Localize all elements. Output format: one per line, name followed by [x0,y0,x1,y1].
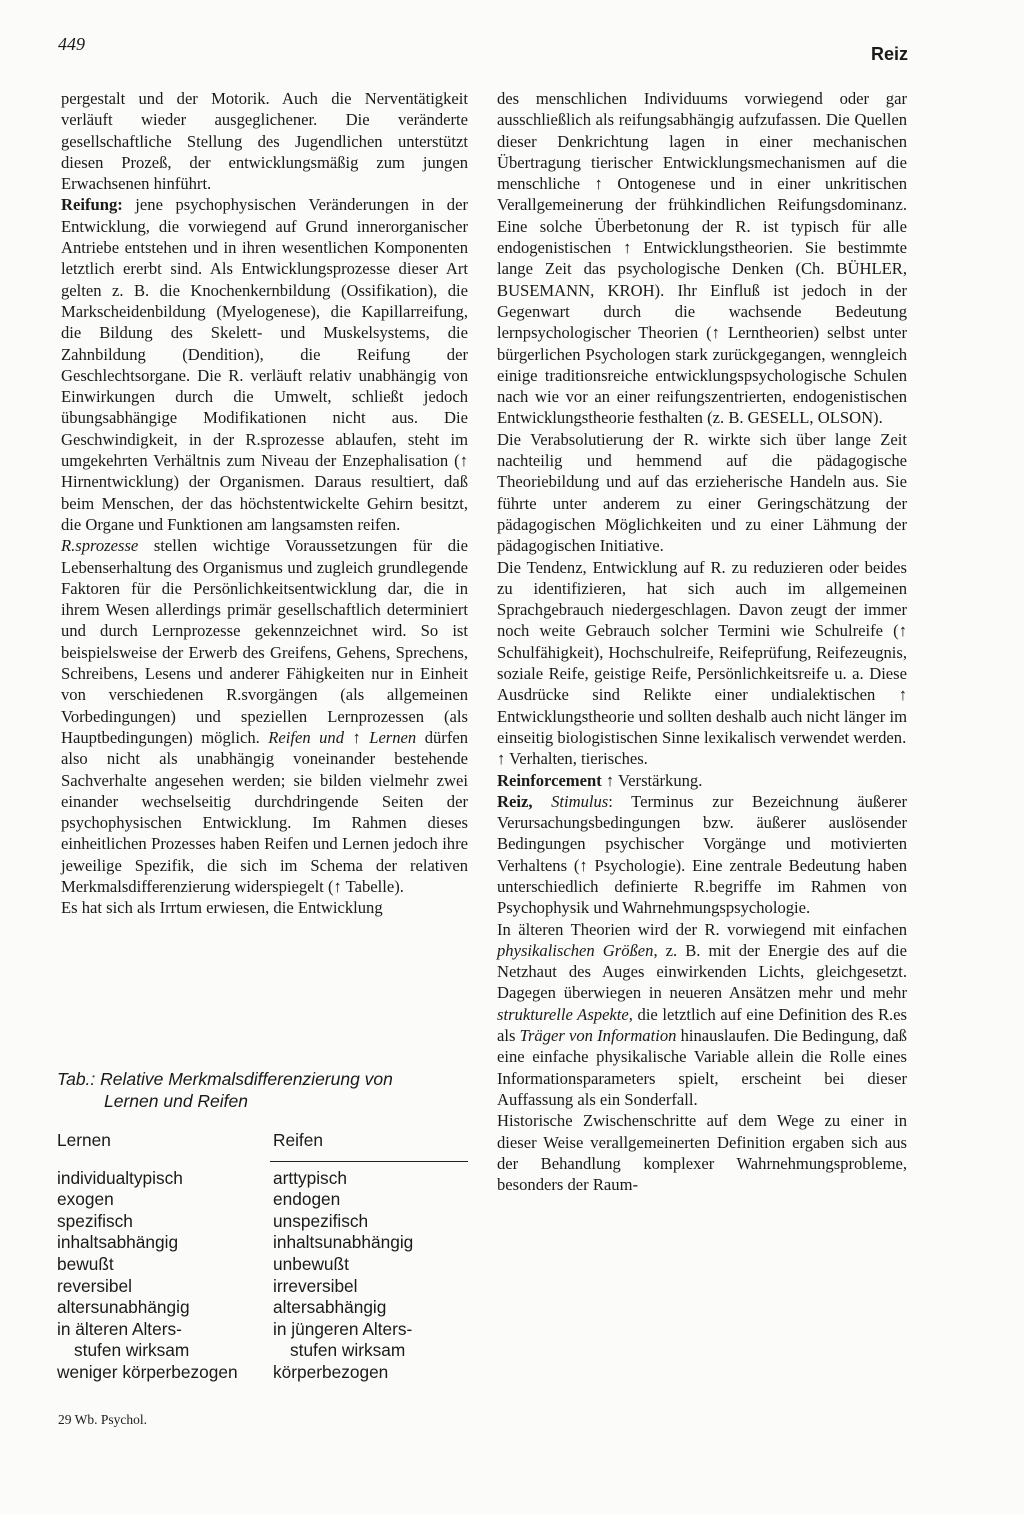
table-cell-continuation: stufen wirksam [74,1340,190,1361]
entry-synonym: Stimulus [551,791,609,811]
paragraph: Die Verabsolutierung der R. wirkte sich über lange Zeit nachteilig und hemmend auf die pädagogische Theoriebildung und auf das erzieherische Handeln aus. Sie führte unter anderem zu einer Geringschätzung der pädagogischen Möglichkeiten und zu einer Lähmung der pädagogischen Initiative. [497,429,907,556]
running-head: Reiz [871,44,909,64]
table-row [57,1362,413,1384]
entry-term: R.sprozesse [61,536,139,556]
table-row [57,1168,413,1190]
table-cell-continuation: stufen wirksam [290,1340,406,1361]
table-cell: exogen [57,1189,114,1210]
table-cell: in jüngeren Alters- [273,1318,413,1339]
entry-term: Reinforcement [497,770,602,790]
table-cell: inhaltsunabhängig [273,1232,414,1253]
table-row [57,1211,413,1233]
paragraph-text: hinauslaufen. Die Bedingung, daß eine einfache physikalische Variable allein die Rolle eines Informationsparameters spielt, erscheint bei dieser Auffassung als ein Sonderfall. [497,1026,907,1109]
table-cell: endogen [273,1189,341,1210]
table-row [57,1232,413,1254]
table-cell [273,1340,405,1362]
table-body [57,1168,413,1384]
table-row [57,1254,413,1276]
paragraph: Es hat sich als Irrtum erwiesen, die Entwicklung [61,898,383,918]
entry-reiz [497,791,907,919]
caption-line: Lernen und Reifen [104,1091,248,1111]
paragraph: jene psychophysischen Veränderungen in der Entwicklung, die vorwiegend auf Grund innerorganischer Antriebe entstehen und in ihren wesentlichen Komponenten letztlich ererbt sind. Als Entwicklungsprozesse dieser Art gelten z. B. die Knochenkernbildung (Ossifikation), die Markscheidenbildung (Myelogenese), die Kapillarreifung, die Bildung des Skelett- und Muskelsystems, die Zahnbildung (Dendition), die Reifung der Geschlechtsorgane. Die R. verläuft relativ unabhängig von Einwirkungen durch die Umwelt, schließt jedoch übungsabhängige Modifikationen nicht aus. Die Geschwindigkeit, in der R.sprozesse ablaufen, steht im umgekehrten Verhältnis zum Niveau der Enzephalisation (↑ Hirnentwicklung) der Organismen. Daraus resultiert, daß beim Menschen, der das höchstentwickelte Gehirn besitzt, die Organe und Funktionen am langsamsten reifen. [61,195,468,534]
comparison-table [57,1130,413,1384]
table-cell: bewußt [57,1253,114,1274]
table-row [57,1276,413,1298]
table-row [57,1319,413,1341]
table-cell: irreversibel [273,1275,358,1296]
table-cell: individualtypisch [57,1167,183,1188]
column-header-reifen: Reifen [273,1130,323,1150]
left-column [61,88,468,919]
cross-reference: ↑ Verhalten, tierisches. [497,749,648,769]
table-row [57,1189,413,1211]
table-row [57,1297,413,1319]
right-column [497,88,907,1195]
paragraph-text: , die letztlich auf eine Definition des R.es als [497,1004,907,1046]
entry-term: Reiz, [497,791,533,811]
paragraph-text: dürfen also nicht als unabhängig voneinander bestehende Sachverhalte angesehen werden; sie bilden vielmehr zwei einander wechselseitig durchdringende Seiten der psychophysischen Entwicklung. Im Rahmen dieses einheitlichen Prozesses haben Reifen und Lernen jedoch ihre jeweilige Spezifik, die sich im Schema der relativen Merkmalsdifferenzierung widerspiegelt (↑ Tabelle). [61,727,469,896]
table-cell: altersabhängig [273,1297,387,1318]
footer-signature: 29 Wb. Psychol. [58,1412,148,1427]
table-cell: altersunabhängig [57,1297,190,1318]
paragraph: Die Tendenz, Entwicklung auf R. zu reduzieren oder beides zu identifizieren, hat sich auch im allgemeinen Sprachgebrauch niedergeschlagen. Davon zeugt der immer noch weite Gebrauch solcher Termini wie Schulreife (↑ Schulfähigkeit), Hochschulreife, Reifeprüfung, Reifezeugnis, soziale Reife, geistige Reife, Persönlichkeitsreife u. a. Diese Ausdrücke sind Relikte einer undialektischen ↑ Entwicklungstheorie und sollten deshalb auch nicht länger im einseitig biologistischen Sinne lexikalisch verwendet werden. [497,557,907,747]
paragraph-text: stellen wichtige Voraussetzungen für die Lebenserhaltung des Organismus und zugleich grundlegende Faktoren für die Persönlichkeitsentwicklung dar, die in ihrem Wesen allerdings primär gesellschaftlich determiniert und durch Lernprozesse gekennzeichnet wird. So ist beispielsweise der Erwerb des Greifens, Gehens, Sprechens, Schreibens, Lesens und anderer Fähigkeiten nur in Einheit von verschiedenen R.svorgängen (als allgemeinen Vorbedingungen) und speziellen Lernprozessen (als Hauptbedingungen) möglich. [61,536,468,747]
table-header [57,1130,413,1152]
emphasis: physikalischen Größen [497,940,654,960]
page-number: 449 [58,34,85,54]
emphasis: Träger von Information [519,1026,677,1046]
entry-term: Reifen und ↑ Lernen [268,727,417,747]
table-cell: unspezifisch [273,1210,369,1231]
emphasis: strukturelle Aspekte [497,1004,629,1024]
table-cell [57,1340,273,1362]
table-cell: reversibel [57,1275,132,1296]
table-cell: weniger körperbezogen [57,1361,238,1382]
table-cell: inhaltsabhängig [57,1232,179,1253]
paragraph: des menschlichen Individuums vorwiegend oder gar ausschließlich als reifungsabhängig aufzufassen. Die Quellen dieser Denkrichtung lagen in einer mechanischen Übertragung tierischer Entwicklungsmechanismen auf die menschliche ↑ Ontogenese und in einer unkritischen Verallgemeinerung der frühkindlichen Reifungsdominanz. Eine solche Überbetonung der R. ist typisch für alle endogenistischen ↑ Entwicklungstheorien. Sie bestimmte lange Zeit das psychologische Denken (Ch. BÜHLER, BUSEMANN, KROH). Ihr Einfluß ist jedoch in der Gegenwart durch die wachsende Bedeutung lernpsychologischer Theorien (↑ Lerntheorien) selbst unter bürgerlichen Psychologen stark zurückgegangen, wenngleich einige traditionsreiche entwicklungspsychologische Schulen nach wie vor an einer reifungszentrierten, endogenistischen Entwicklungstheorie festhalten (z. B. GESELL, OLSON). [497,89,907,428]
table-caption [57,1068,477,1112]
caption-line: Tab.: Relative Merkmalsdifferenzierung von [57,1069,393,1089]
paragraph: pergestalt und der Motorik. Auch die Nerventätigkeit verläuft wieder ausgeglichener. Die veränderte gesellschaftliche Stellung des Jugendlichen unterstützt diesen Prozeß, der entwicklungsmäßig zum jungen Erwachsenen hinführt. [61,89,468,194]
table-cell: in älteren Alters- [57,1318,182,1339]
paragraph [497,919,907,1111]
table-cell: arttypisch [273,1167,347,1188]
entry-reifung [61,194,468,535]
paragraph-text: In älteren Theorien wird der R. vorwiegend mit einfachen [497,919,907,939]
paragraph-text: : Terminus zur Bezeichnung äußerer Verursachungsbedingungen bzw. äußerer auslösender Bedingungen psychischer Vorgänge und motivierten Verhaltens (↑ Psychologie). Eine zentrale Bedeutung haben unterschiedlich definierte R.begriffe im Rahmen von Psychophysik und Wahrnehmungspsychologie. [497,791,907,918]
paragraph: Historische Zwischenschritte auf dem Wege zu einer in dieser Weise verallgemeinerten Definition ergaben sich aus der Behandlung komplexer Wahrnehmungsprobleme, besonders der Raum- [497,1111,907,1195]
cross-reference: ↑ Verstärkung. [601,770,703,790]
header-rule [270,1161,468,1162]
table-cell: spezifisch [57,1210,133,1231]
entry-term: Reifung: [61,195,123,215]
table-cell: körperbezogen [273,1361,389,1382]
table-row [57,1340,413,1362]
paragraph [61,535,468,897]
paragraph-text: , z. B. mit der Energie des auf die Netzhaut des Auges einwirkenden Lichts, gleichgesetzt. Dagegen überwiegen in neueren Ansätzen mehr und mehr [497,940,907,1003]
entry-reinforcement [497,770,907,791]
table-cell: unbewußt [273,1253,349,1274]
column-header-lernen: Lernen [57,1130,111,1150]
